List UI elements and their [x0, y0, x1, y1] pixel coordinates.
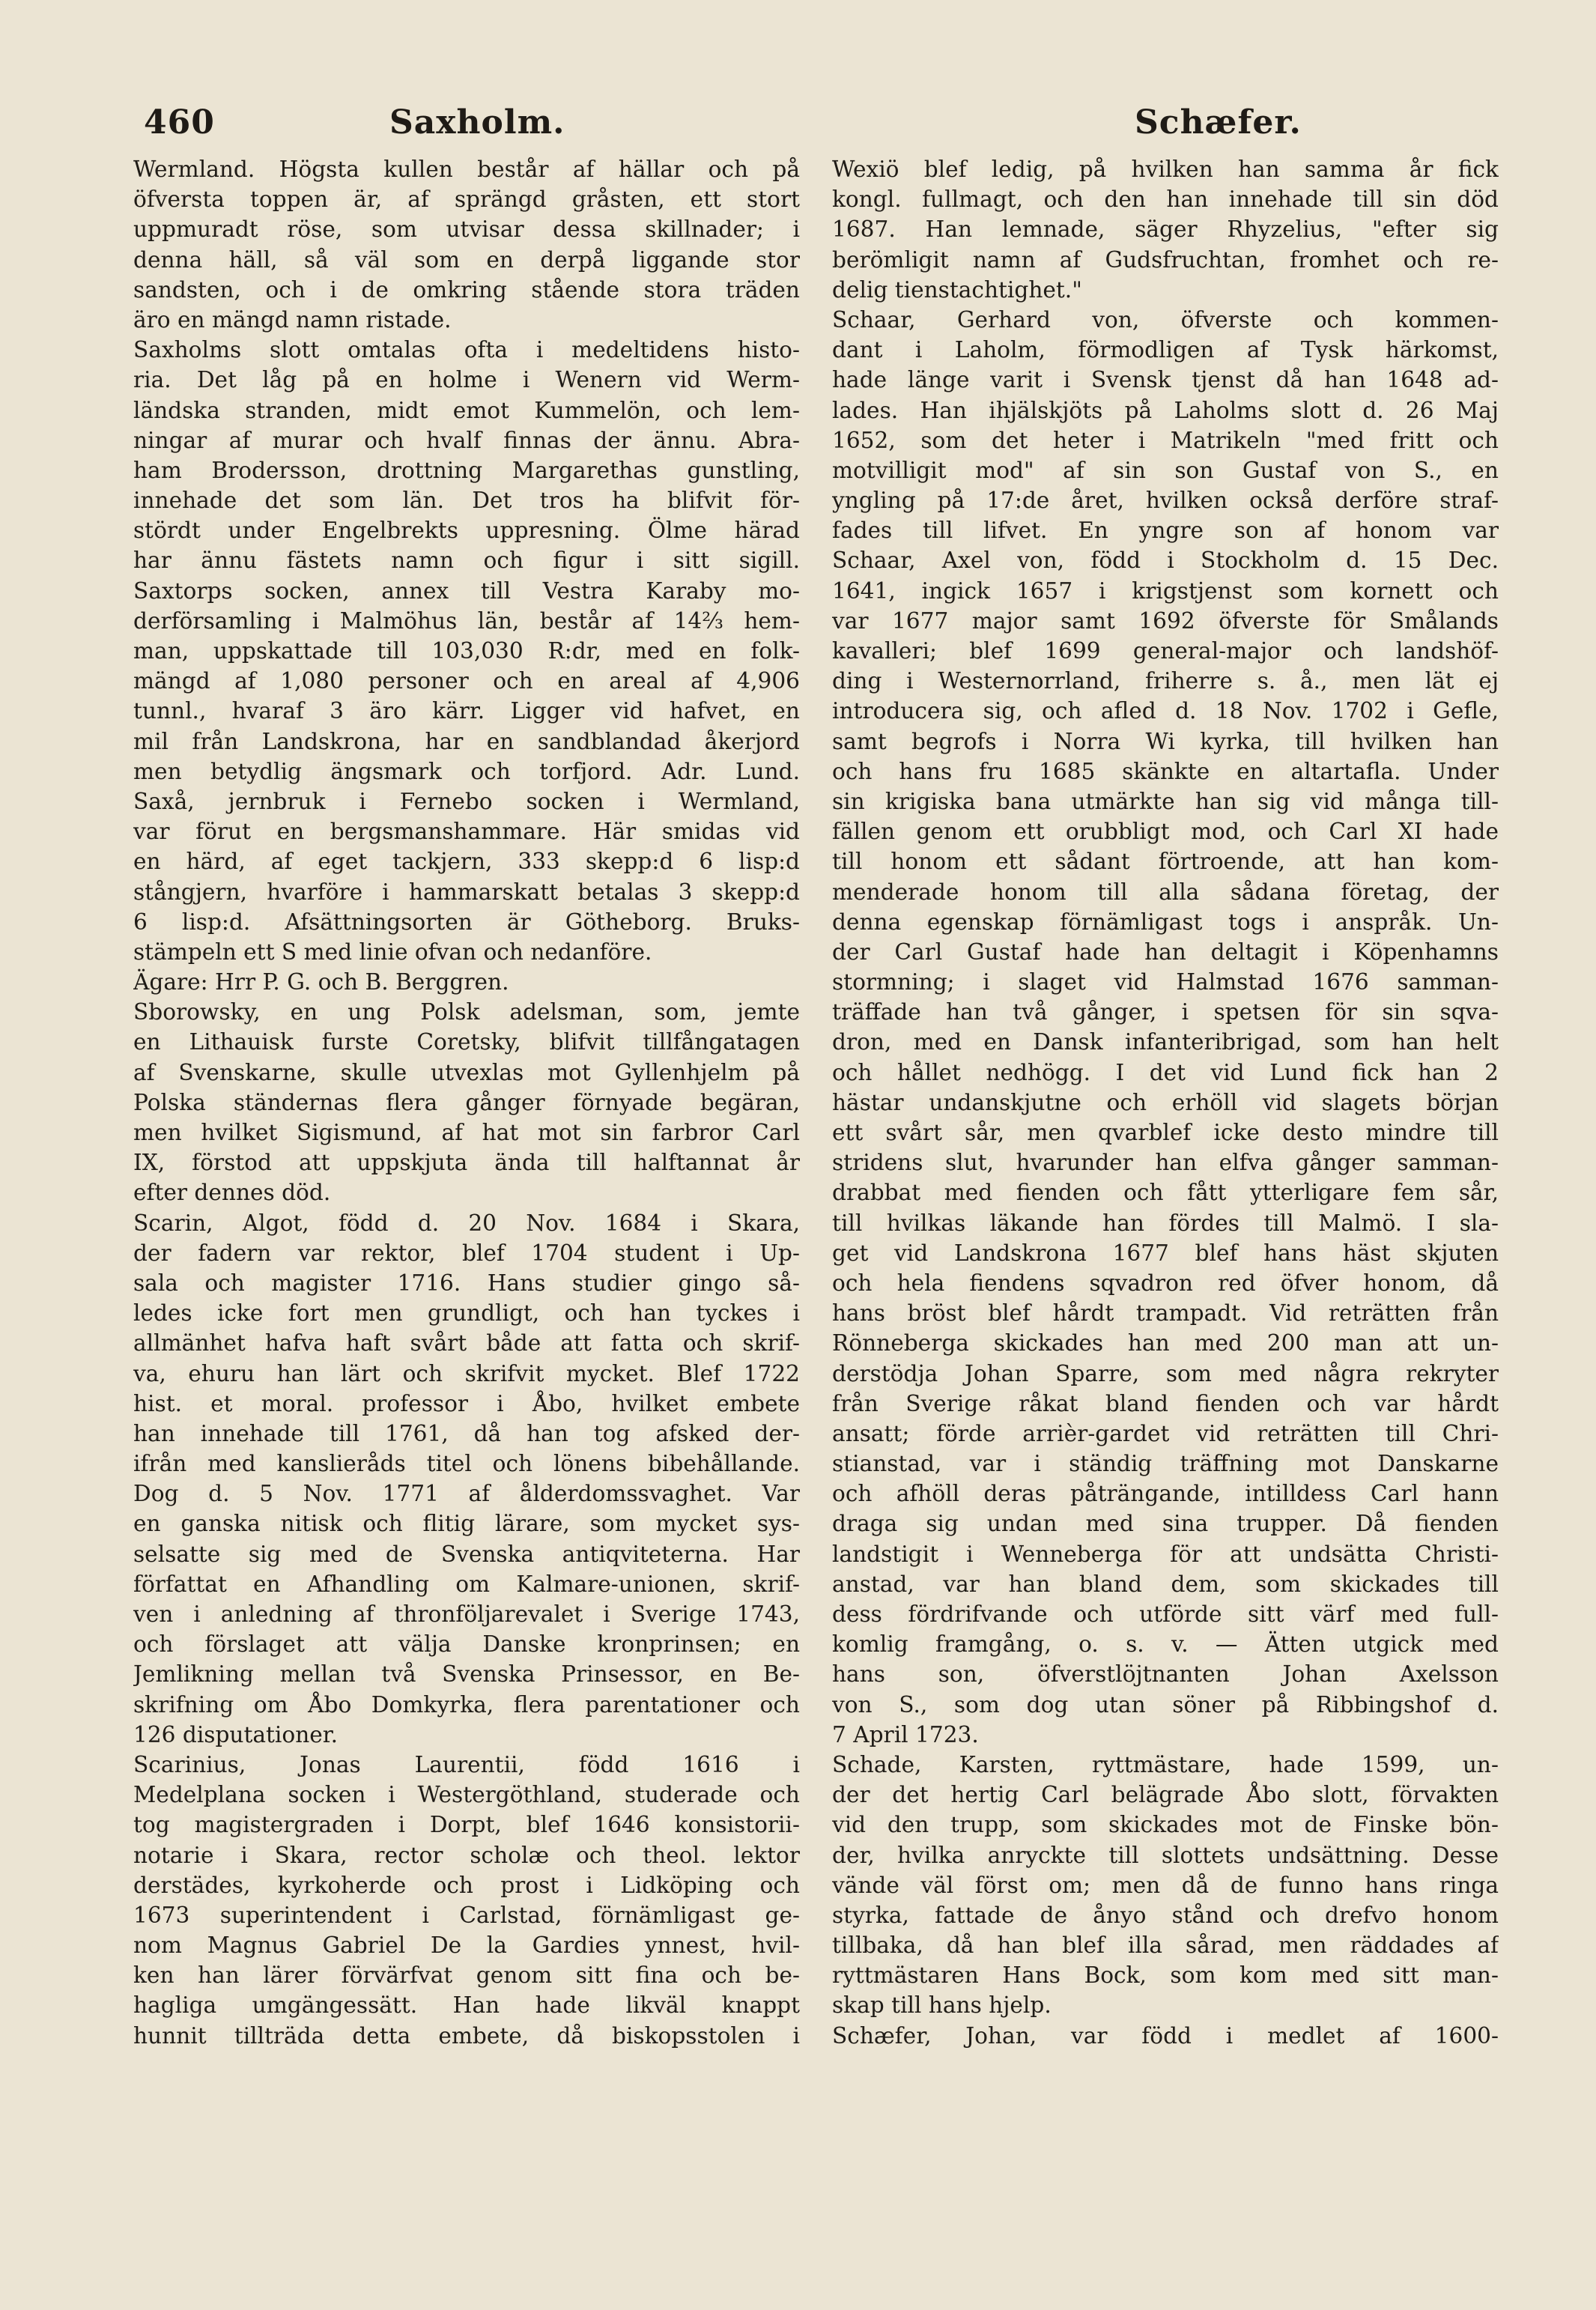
- text-line: Sborowsky, en ung Polsk adelsman, som, jemte: [133, 999, 800, 1025]
- text-line: get vid Landskrona 1677 blef hans häst skjuten: [832, 1240, 1499, 1266]
- text-line: Dog d. 5 Nov. 1771 af ålderdomssvaghet. Var: [133, 1481, 800, 1507]
- text-line: Saxå, jernbruk i Fernebo socken i Wermland,: [133, 788, 800, 814]
- text-line: man, uppskattade till 103,030 R:dr, med en folk-: [133, 638, 800, 664]
- text-line: stormning; i slaget vid Halmstad 1676 samman-: [832, 969, 1499, 995]
- text-line: hans son, öfverstlöjtnanten Johan Axelsson: [832, 1661, 1499, 1688]
- text-line: träffade han två gånger, i spetsen för sin sqva-: [832, 999, 1499, 1025]
- text-line: och hans fru 1685 skänkte en altartafla. Under: [832, 758, 1499, 784]
- text-line: ledes icke fort men grundligt, och han tyckes i: [133, 1300, 800, 1327]
- text-line: ländska stranden, midt emot Kummelön, och lem-: [133, 397, 800, 423]
- page-number: 460: [144, 103, 215, 142]
- text-line: Ägare: Hrr P. G. och B. Berggren.: [133, 969, 509, 995]
- text-line: delig tienstachtighet.": [832, 276, 1082, 303]
- text-line: komlig framgång, o. s. v. — Ätten utgick med: [832, 1631, 1499, 1658]
- text-line: ett svårt sår, men qvarblef icke desto mindre till: [832, 1120, 1499, 1145]
- text-line: anstad, var han bland dem, som skickades till: [832, 1571, 1499, 1597]
- text-line: en ganska nitisk och flitig lärare, som mycket sys-: [133, 1511, 800, 1537]
- text-line: yngling på 17:de året, hvilken också derföre straf-: [832, 488, 1499, 514]
- text-line: dess fördrifvande och utförde sitt värf med full-: [832, 1601, 1499, 1627]
- text-line: var 1677 major samt 1692 öfverste för Smålands: [832, 607, 1499, 634]
- text-line: skrifning om Åbo Domkyrka, flera parentationer och: [133, 1691, 800, 1718]
- text-line: selsatte sig med de Svenska antiqviteterna. Har: [133, 1541, 800, 1567]
- text-line: Scarinius, Jonas Laurentii, född 1616 i: [133, 1751, 800, 1777]
- text-line: denna egenskap förnämligast togs i anspråk. Un-: [832, 909, 1499, 935]
- text-line: kongl. fullmagt, och den han innehade till sin död: [832, 187, 1499, 213]
- text-line: från Sverige råkat bland fienden och var hårdt: [832, 1390, 1499, 1416]
- text-line: och hållet nedhögg. I det vid Lund fick han 2: [832, 1059, 1499, 1085]
- text-line: författat en Afhandling om Kalmare-unionen, skrif-: [133, 1571, 800, 1597]
- text-line: IX, förstod att uppskjuta ända till halftannat år: [133, 1150, 800, 1176]
- text-line: von S., som dog utan söner på Ribbingshof d.: [832, 1691, 1499, 1718]
- text-line: va, ehuru han lärt och skrifvit mycket. Blef 1722: [133, 1360, 800, 1386]
- text-line: landstigit i Wenneberga för att undsätta Christi-: [832, 1541, 1499, 1567]
- text-line: menderade honom till alla sådana företag, der: [832, 879, 1499, 905]
- text-line: mil från Landskrona, har en sandblandad åkerjord: [133, 728, 800, 754]
- text-line: Wexiö blef ledig, på hvilken han samma år fick: [832, 157, 1499, 182]
- text-line: 126 disputationer.: [133, 1721, 339, 1747]
- text-line: ham Brodersson, drottning Margarethas gunstling,: [133, 457, 800, 483]
- text-line: Jemlikning mellan två Svenska Prinsessor, en Be-: [133, 1661, 800, 1688]
- text-line: och afhöll deras påträngande, intilldess Carl hann: [832, 1481, 1499, 1507]
- text-line: fällen genom ett orubbligt mod, och Carl XI hade: [832, 819, 1499, 845]
- text-line: till honom ett sådant förtroende, att han kom-: [832, 849, 1499, 875]
- text-line: öfversta toppen är, af sprängd gråsten, ett stort: [133, 187, 800, 213]
- text-line: Schaar, Gerhard von, öfverste och kommen-: [832, 306, 1499, 333]
- text-line: motvilligit mod" af sin son Gustaf von S., en: [832, 457, 1499, 483]
- text-line: ryttmästaren Hans Bock, som kom med sitt man-: [832, 1962, 1499, 1989]
- text-line: ifrån med kanslieråds titel och lönens bibehållande.: [133, 1451, 800, 1477]
- text-line: fades till lifvet. En yngre son af honom var: [832, 518, 1499, 544]
- text-line: sin krigiska bana utmärkte han sig vid många till-: [832, 788, 1499, 814]
- text-line: äro en mängd namn ristade.: [133, 306, 452, 333]
- text-line: styrka, fattade de ånyo stånd och drefvo honom: [832, 1902, 1499, 1928]
- text-line: dant i Laholm, förmodligen af Tysk härkomst,: [832, 337, 1499, 363]
- text-line: draga sig undan med sina trupper. Då fienden: [832, 1511, 1499, 1537]
- text-line: Wermland. Högsta kullen består af hällar och på: [133, 157, 800, 182]
- text-line: har ännu fästets namn och figur i sitt sigill.: [133, 548, 800, 574]
- text-line: vid den trupp, som skickades mot de Finske bön-: [832, 1812, 1499, 1838]
- text-line: introducera sig, och afled d. 18 Nov. 1702 i Gefle,: [832, 698, 1499, 724]
- text-line: drabbat med fienden och fått ytterligare fem sår,: [832, 1180, 1499, 1206]
- text-line: 1652, som det heter i Matrikeln "med fritt och: [832, 427, 1499, 453]
- text-line: hist. et moral. professor i Åbo, hvilket embete: [133, 1390, 800, 1416]
- text-line: mängd af 1,080 personer och en areal af 4,906: [133, 668, 800, 694]
- text-line: stämpeln ett S med linie ofvan och nedanföre.: [133, 939, 652, 965]
- text-line: denna häll, så väl som en derpå liggande stor: [133, 246, 800, 273]
- text-line: han innehade till 1761, då han tog afsked der-: [133, 1420, 800, 1446]
- text-line: 7 April 1723.: [832, 1721, 979, 1747]
- text-line: 1641, ingick 1657 i krigstjenst som kornett och: [832, 578, 1499, 604]
- text-line: stianstad, var i ständig träffning mot Danskarne: [832, 1451, 1499, 1477]
- text-line: Schade, Karsten, ryttmästare, hade 1599, un-: [832, 1751, 1499, 1777]
- text-line: ningar af murar och hvalf finnas der ännu. Abra-: [133, 427, 800, 453]
- text-line: samt begrofs i Norra Wi kyrka, till hvilken han: [832, 728, 1499, 754]
- text-line: derförsamling i Malmöhus län, består af 14⅔ hem-: [133, 607, 800, 634]
- page-header: [0, 103, 1596, 148]
- text-line: ding i Westernorrland, friherre s. å., men lät ej: [832, 668, 1499, 694]
- text-line: derstädes, kyrkoherde och prost i Lidköping och: [133, 1872, 800, 1898]
- text-line: och hela fiendens sqvadron red öfver honom, då: [832, 1270, 1499, 1296]
- text-line: efter dennes död.: [133, 1180, 331, 1206]
- text-line: notarie i Skara, rector scholæ och theol. lektor: [133, 1842, 800, 1868]
- text-line: innehade det som län. Det tros ha blifvit för-: [133, 488, 800, 514]
- left-running-head: Saxholm.: [389, 103, 565, 142]
- text-line: tillbaka, då han blef illa sårad, men räddades af: [832, 1932, 1499, 1959]
- text-line: Scarin, Algot, född d. 20 Nov. 1684 i Skara,: [133, 1210, 800, 1236]
- right-running-head: Schæfer.: [1135, 103, 1302, 142]
- text-line: ansatt; förde arrièr-gardet vid reträtten till Chri-: [832, 1420, 1499, 1446]
- text-line: sandsten, och i de omkring stående stora träden: [133, 276, 800, 303]
- text-line: Schaar, Axel von, född i Stockholm d. 15 Dec.: [832, 548, 1499, 574]
- text-line: en härd, af eget tackjern, 333 skepp:d 6 lisp:d: [133, 849, 800, 875]
- text-line: Polska ständernas flera gånger förnyade begäran,: [133, 1089, 800, 1115]
- text-line: men betydlig ängsmark och torfjord. Adr. Lund.: [133, 758, 800, 784]
- text-line: der, hvilka anryckte till slottets undsättning. Desse: [832, 1842, 1499, 1868]
- text-line: dron, med en Dansk infanteribrigad, som han helt: [832, 1029, 1499, 1055]
- text-line: ken han lärer förvärfvat genom sitt fina och be-: [133, 1962, 800, 1989]
- text-line: tunnl., hvaraf 3 äro kärr. Ligger vid hafvet, en: [133, 698, 800, 724]
- text-line: ven i anledning af thronföljarevalet i Sverige 1743,: [133, 1601, 800, 1627]
- text-line: en Lithauisk furste Coretsky, blifvit tillfångatagen: [133, 1029, 800, 1055]
- text-line: 1687. Han lemnade, säger Rhyzelius, "efter sig: [832, 216, 1499, 243]
- text-line: hästar undanskjutne och erhöll vid slagets början: [832, 1089, 1499, 1115]
- text-line: stångjern, hvarföre i hammarskatt betalas 3 skepp:d: [133, 879, 800, 905]
- text-line: sala och magister 1716. Hans studier gingo så-: [133, 1270, 800, 1296]
- text-line: tog magistergraden i Dorpt, blef 1646 konsistorii-: [133, 1812, 800, 1838]
- text-line: och förslaget att välja Danske kronprinsen; en: [133, 1631, 800, 1658]
- text-line: nom Magnus Gabriel De la Gardies ynnest, hvil-: [133, 1932, 800, 1959]
- text-line: Saxtorps socken, annex till Vestra Karaby mo-: [133, 578, 800, 604]
- text-line: till hvilkas läkande han fördes till Malmö. I sla-: [832, 1210, 1499, 1236]
- text-line: vände väl först om; men då de funno hans ringa: [832, 1872, 1499, 1898]
- text-line: af Svenskarne, skulle utvexlas mot Gyllenhjelm på: [133, 1059, 800, 1085]
- text-line: hade länge varit i Svensk tjenst då han 1648 ad-: [832, 367, 1499, 393]
- text-line: derstödja Johan Sparre, som med några rekryter: [832, 1360, 1499, 1386]
- left-column: [133, 154, 800, 2051]
- text-line: lades. Han ihjälskjöts på Laholms slott d. 26 Maj: [832, 397, 1499, 423]
- text-line: Rönneberga skickades han med 200 man att un-: [832, 1330, 1499, 1356]
- text-line: der det hertig Carl belägrade Åbo slott, förvakten: [832, 1782, 1499, 1808]
- text-line: hagliga umgängessätt. Han hade likväl knappt: [133, 1992, 800, 2019]
- text-line: Saxholms slott omtalas ofta i medeltidens histo-: [133, 337, 800, 363]
- text-line: allmänhet hafva haft svårt både att fatta och skrif-: [133, 1330, 800, 1356]
- text-line: Schæfer, Johan, var född i medlet af 1600-: [832, 2022, 1499, 2049]
- text-line: var förut en bergsmanshammare. Här smidas vid: [133, 819, 800, 845]
- text-line: der Carl Gustaf hade han deltagit i Köpenhamns: [832, 939, 1499, 965]
- text-line: men hvilket Sigismund, af hat mot sin farbror Carl: [133, 1120, 800, 1145]
- text-line: stridens slut, hvarunder han elfva gånger samman-: [832, 1150, 1499, 1176]
- text-line: stördt under Engelbrekts uppresning. Ölme härad: [133, 518, 800, 544]
- text-line: hunnit tillträda detta embete, då biskopsstolen i: [133, 2022, 800, 2049]
- text-line: 6 lisp:d. Afsättningsorten är Götheborg. Bruks-: [133, 909, 800, 935]
- text-line: uppmuradt röse, som utvisar dessa skillnader; i: [133, 216, 800, 243]
- right-column: [832, 154, 1499, 2051]
- text-line: berömligit namn af Gudsfruchtan, fromhet och re-: [832, 246, 1499, 273]
- text-line: ria. Det låg på en holme i Wenern vid Werm-: [133, 367, 800, 393]
- text-line: 1673 superintendent i Carlstad, förnämligast ge-: [133, 1902, 800, 1928]
- text-line: Medelplana socken i Westergöthland, studerade och: [133, 1782, 800, 1808]
- text-line: der fadern var rektor, blef 1704 student i Up-: [133, 1240, 800, 1266]
- text-line: kavalleri; blef 1699 general-major och landshöf-: [832, 638, 1499, 664]
- text-line: hans bröst blef hårdt trampadt. Vid reträtten från: [832, 1300, 1499, 1327]
- text-line: skap till hans hjelp.: [832, 1992, 1052, 2019]
